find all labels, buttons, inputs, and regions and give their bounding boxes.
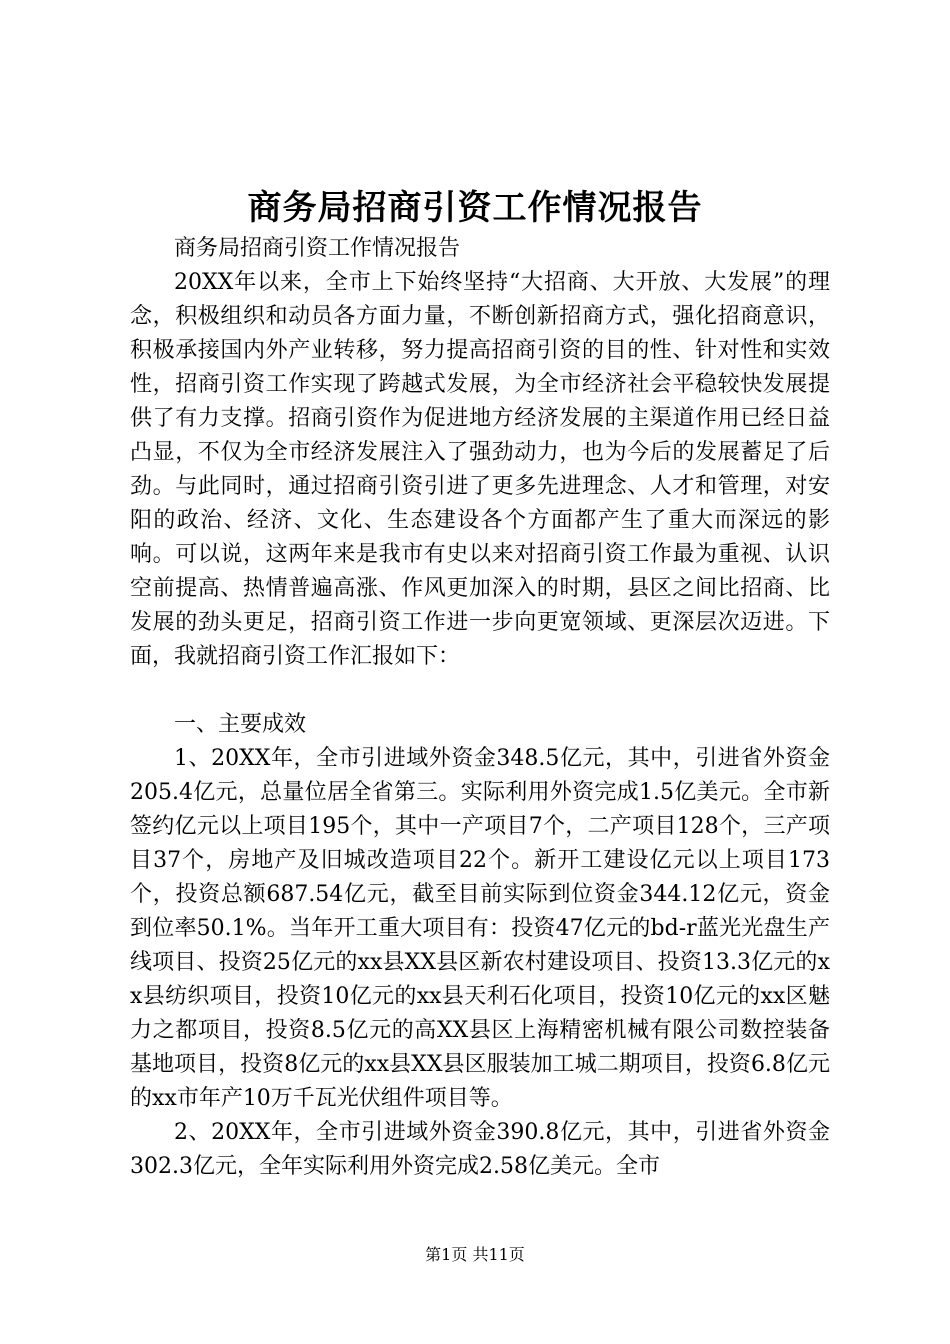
section-heading: 一、主要成效 <box>174 712 307 737</box>
body-paragraph-1: 1、20XX年，全市引进域外资金348.5亿元，其中，引进省外资金205.4亿元，总量位居全省第三。实际利用外资完成1.5亿美元。全市新签约亿元以上项目195个，其中一产项目7个，二产项目128个，三产项目37个，房地产及旧城改造项目22个。新开工建设亿元以上项目173个，投资总额687.54亿元，截至目前实际到位资金344.12亿元，资金到位率50.1%。当年开工重大项目有：投资47亿元的bd-r蓝光光盘生产线项目、投资25亿元的xx县XX县区新农村建设项目、投资13.3亿元的xx县纺织项目，投资10亿元的xx县天利石化项目，投资10亿元的xx区魅力之都项目，投资8.5亿元的高XX县区上海精密机械有限公司数控装备基地项目，投资8亿元的xx县XX县区服装加工城二期项目，投资6.8亿元的xx市年产10万千瓦光伏组件项目等。 <box>130 746 830 1111</box>
page-title: 商务局招商引资工作情况报告 <box>247 188 703 228</box>
body-paragraph-2: 2、20XX年，全市引进域外资金390.8亿元，其中，引进省外资金302.3亿元，全年实际利用外资完成2.58亿美元。全市 <box>130 1120 830 1179</box>
page-footer: 第1页 共11页 <box>425 1245 525 1264</box>
document-body <box>130 232 830 1184</box>
intro-paragraph: 20XX年以来，全市上下始终坚持“大招商、大开放、大发展”的理念，积极组织和动员各方面力量，不断创新招商方式，强化招商意识，积极承接国内外产业转移，努力提高招商引资的目的性、针对性和实效性，招商引资工作实现了跨越式发展，为全市经济社会平稳较快发展提供了有力支撑。招商引资作为促进地方经济发展的主渠道作用已经日益凸显，不仅为全市经济发展注入了强劲动力，也为今后的发展蓄足了后劲。与此同时，通过招商引资引进了更多先进理念、人才和管理，对安阳的政治、经济、文化、生态建设各个方面都产生了重大而深远的影响。可以说，这两年来是我市有史以来对招商引资工作最为重视、认识空前提高、热情普遍高涨、作风更加深入的时期，县区之间比招商、比发展的劲头更足，招商引资工作进一步向更宽领域、更深层次迈进。下面，我就招商引资工作汇报如下： <box>130 270 830 669</box>
subtitle-paragraph: 商务局招商引资工作情况报告 <box>174 236 461 261</box>
